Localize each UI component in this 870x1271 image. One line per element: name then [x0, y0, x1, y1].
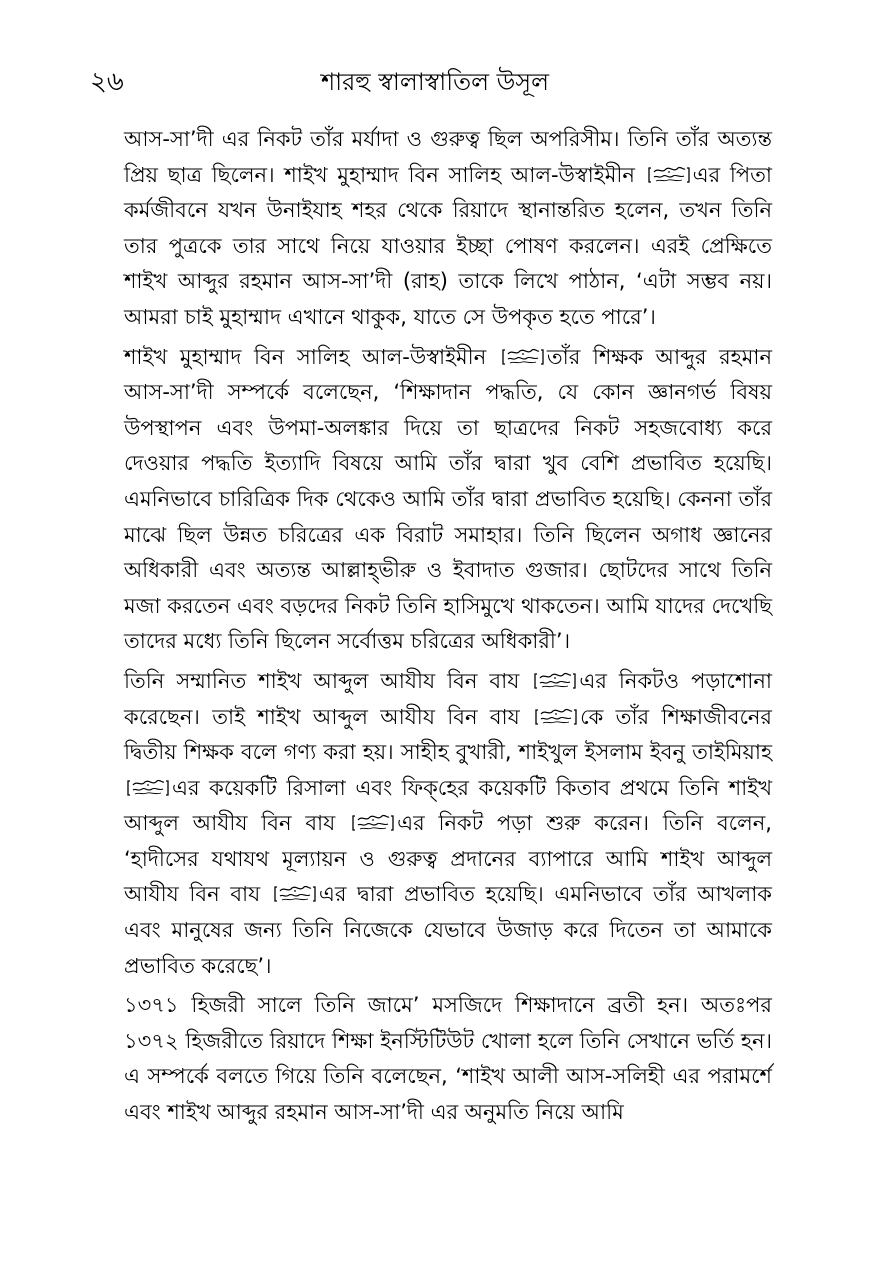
honorific-calligraphy-icon [535, 707, 577, 727]
paragraph [124, 664, 772, 984]
paragraph [124, 122, 772, 336]
running-title: শারহু স্বালাস্বাতিল উসূল [320, 68, 550, 96]
honorific-calligraphy-icon [127, 778, 169, 798]
paragraph-text: এর দ্বারা প্রভাবিত হয়েছি। এমনিভাবে তাঁর আখলাক এবং মানুষের জন্য তিনি নিজেকে যেভাবে উজাড় করে দিতেন তা আমাকে প্রভাবিত করেছে’। [124, 882, 772, 978]
paragraph-text: ১৩৭১ হিজরী সালে তিনি জামে’ মসজিদে শিক্ষাদানে ব্রতী হন। অতঃপর ১৩৭২ হিজরীতে রিয়াদে শিক্ষা ইনস্টিটিউট খোলা হলে তিনি সেখানে ভর্তি হন। এ সম্পর্কে বলতে গিয়ে তিনি বলেছেন, ‘শাইখ আলী আস-সলিহী এর পরামর্শে এবং শাইখ আব্দুর রহমান আস-সা’দী এর অনুমতি নিয়ে আমি [124, 993, 772, 1125]
paragraph-text: কে তাঁর শিক্ষাজীবনের দ্বিতীয় শিক্ষক বলে গণ্য করা হয়। সাহীহ বুখারী, শাইখুল ইসলাম ইবনু তাইমিয়াহ [124, 704, 772, 765]
body-text [124, 122, 772, 1135]
paragraph-text: তাঁর শিক্ষক আব্দুর রহমান আস-সা’দী সম্পর্কে বলেছেন, ‘শিক্ষাদান পদ্ধতি, যে কোন জ্ঞানগর্ভ বিষয় উপস্থাপন এবং উপমা-অলঙ্কার দিয়ে তা ছাত্রদের নিকট সহজবোধ্য করে দেওয়ার পদ্ধতি ইত্যাদি বিষয়ে আমি তাঁর দ্বারা খুব বেশি প্রভাবিত হয়েছি। এমনিভাবে চারিত্রিক দিক থেকেও আমি তাঁর দ্বারা প্রভাবিত হয়েছি। কেননা তাঁর মাঝে ছিল উন্নত চরিত্রের এক বিরাট সমাহার। তিনি ছিলেন অগাধ জ্ঞানের অধিকারী এবং অত্যন্ত আল্লাহ্‌ভীরু ও ইবাদাত গুজার। ছোটদের সাথে তিনি মজা করতেন এবং বড়দের নিকট তিনি হাসিমুখে থাকতেন। আমি যাদের দেখেছি তাদের মধ্যে তিনি ছিলেন সর্বোত্তম চরিত্রের অধিকারী’। [124, 344, 772, 654]
paragraph-text: শাইখ মুহাম্মাদ বিন সালিহ আল-উস্বাইমীন [124, 344, 487, 369]
paragraph [124, 988, 772, 1130]
honorific-calligraphy-icon [648, 165, 690, 185]
honorific-calligraphy-icon [502, 347, 544, 367]
paragraph-text: এর নিকট পড়া শুরু করেন। তিনি বলেন, ‘হাদীসের যথাযথ মূল্যায়ন ও গুরুত্ব প্রদানের ব্যাপারে আমি শাইখ আব্দুল আযীয বিন বায [124, 811, 772, 907]
paragraph-text: এর পিতা কর্মজীবনে যখন উনাইযাহ শহর থেকে রিয়াদে স্থানান্তরিত হলেন, তখন তিনি তার পুত্রকে তার সাথে নিয়ে যাওয়ার ইচ্ছা পোষণ করলেন। এরই প্রেক্ষিতে শাইখ আব্দুর রহমান আস-সা’দী (রাহ) তাকে লিখে পাঠান, ‘এটা সম্ভব নয়। আমরা চাই মুহাম্মাদ এখানে থাকুক, যাতে সে উপকৃত হতে পারে’। [124, 162, 772, 329]
paragraph-text: তিনি সম্মানিত শাইখ আব্দুল আযীয বিন বায [124, 668, 520, 693]
page-header [90, 62, 780, 102]
honorific-calligraphy-icon [534, 671, 576, 691]
paragraph [124, 340, 772, 660]
paragraph-text: এর কয়েকটি রিসালা এবং ফিক্‌হের কয়েকটি কিতাব প্রথমে তিনি শাইখ আব্দুল আযীয বিন বায [124, 775, 772, 836]
honorific-calligraphy-icon [274, 884, 316, 904]
paragraph-text: এর নিকটও পড়াশোনা করেছেন। তাই শাইখ আব্দুল আযীয বিন বায [124, 668, 772, 729]
page-number: ২৬ [90, 67, 124, 97]
honorific-calligraphy-icon [352, 813, 394, 833]
paragraph-text: আস-সা’দী এর নিকট তাঁর মর্যাদা ও গুরুত্ব ছিল অপরিসীম। তিনি তাঁর অত্যন্ত প্রিয় ছাত্র ছিলেন। শাইখ মুহাম্মাদ বিন সালিহ আল-উস্বাইমীন [124, 127, 772, 187]
